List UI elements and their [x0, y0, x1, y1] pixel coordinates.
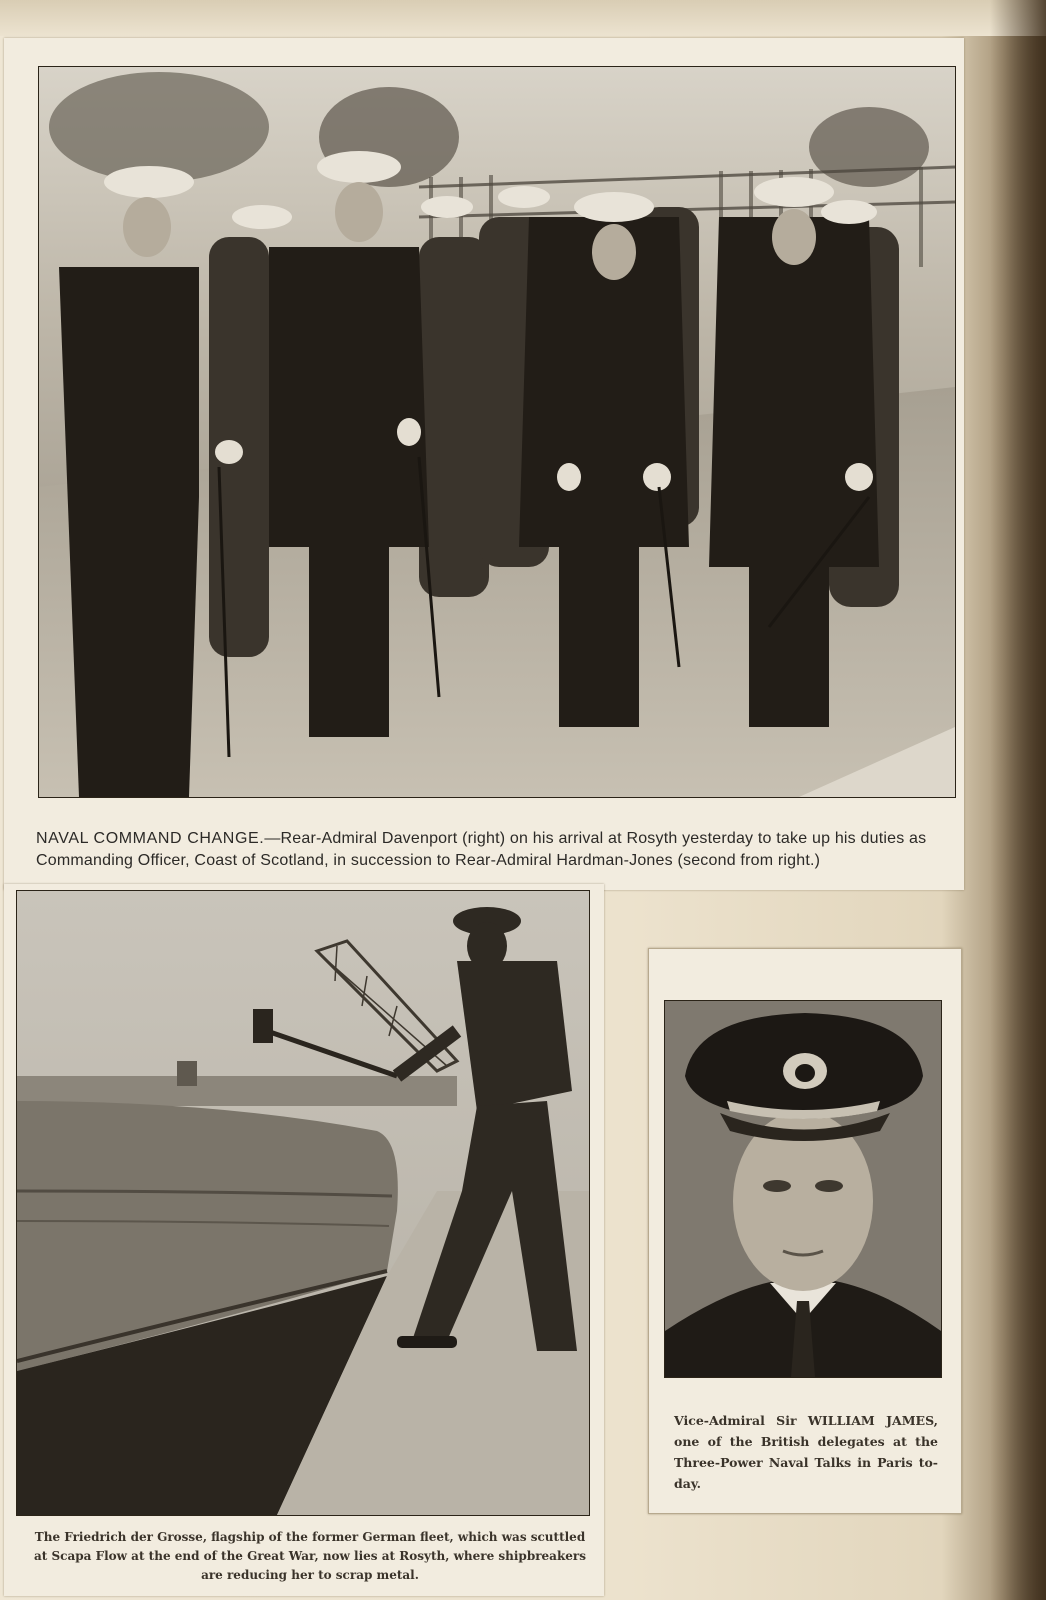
page-top-edge: [0, 0, 1046, 36]
vice-admiral-portrait: [664, 1000, 942, 1378]
officers-photo: [38, 66, 956, 798]
officers-photo-image: [39, 67, 955, 797]
naval-command-headline: NAVAL COMMAND CHANGE.: [36, 830, 265, 847]
shipbreaker-photo-image: [17, 891, 589, 1515]
shipbreaker-photo: [16, 890, 590, 1516]
naval-command-caption: [36, 828, 956, 886]
naval-command-caption-text: —Rear-Admiral Davenport (right) on his arrival at Rosyth yesterday to take up his duties as Commanding Officer, Coast of Scotland, in succession to Rear-Admiral Hardman-Jones (second from right.): [36, 830, 927, 869]
ship-caption: The Friedrich der Grosse, flagship of the former German fleet, which was scuttled at Scapa Flow at the end of the Great War, now lies at Rosyth, where shipbreakers are reducing her to scrap metal.: [34, 1530, 586, 1582]
portrait-caption: Vice-Admiral Sir WILLIAM JAMES, one of the British delegates at the Three-Power Naval Talks in Paris to-day.: [674, 1413, 938, 1491]
binding-shadow: [990, 0, 1046, 1600]
vice-admiral-portrait-image: [665, 1001, 941, 1377]
